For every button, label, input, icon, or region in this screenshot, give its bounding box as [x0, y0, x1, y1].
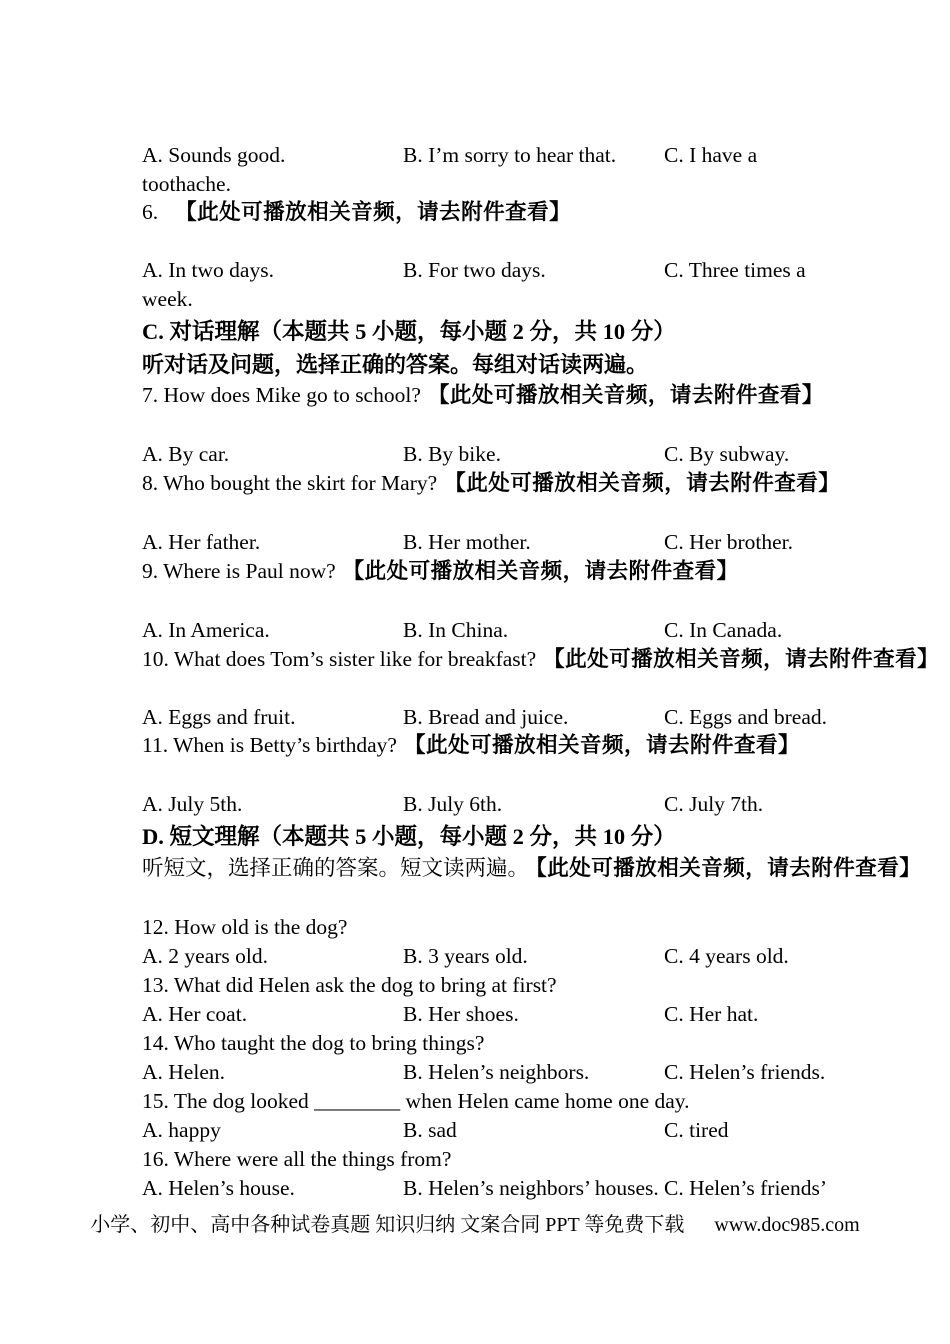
- audio-placeholder: 【此处可播放相关音频，请去附件查看】: [175, 200, 572, 224]
- question-text: 7. How does Mike go to school?: [142, 383, 421, 407]
- option-b: B. For two days.: [403, 258, 546, 282]
- question-text: 12. How old is the dog?: [142, 915, 348, 939]
- question-10: [142, 645, 940, 674]
- option-a: A. In America.: [142, 618, 270, 642]
- question-text: 8. Who bought the skirt for Mary?: [142, 471, 438, 495]
- audio-placeholder: 【此处可播放相关音频，请去附件查看】: [536, 856, 922, 880]
- option-c: C. Her brother.: [664, 530, 793, 554]
- option-c: C. Eggs and bread.: [664, 705, 828, 729]
- option-a: A. Her father.: [142, 530, 261, 554]
- option-a: A. Eggs and fruit.: [142, 705, 296, 729]
- question-9: [142, 557, 832, 586]
- question-12-options-row: [142, 942, 832, 971]
- option-b: B. Her shoes.: [403, 1002, 519, 1026]
- option-a: A. In two days.: [142, 258, 274, 282]
- question-8: [142, 469, 841, 498]
- option-c: C. In Canada.: [664, 618, 783, 642]
- option-c: C. Helen’s friends’: [664, 1176, 828, 1200]
- question-6-option-c-continuation: [142, 285, 832, 314]
- option-b: B. Helen’s neighbors’ houses.: [403, 1176, 659, 1200]
- option-b: B. Bread and juice.: [403, 705, 569, 729]
- question-text: 13. What did Helen ask the dog to bring at first?: [142, 973, 557, 997]
- question-16-options-row: [142, 1174, 832, 1203]
- question-text: 11. When is Betty’s birthday?: [142, 733, 397, 757]
- option-b: B. Her mother.: [403, 530, 531, 554]
- option-c: C. Her hat.: [664, 1002, 759, 1026]
- section-d-instruction: [142, 854, 922, 883]
- question-14: [142, 1029, 832, 1058]
- option-c: C. July 7th.: [664, 792, 764, 816]
- audio-placeholder: 【此处可播放相关音频，请去附件查看】: [342, 559, 739, 583]
- question-6-audio-row: [142, 198, 832, 227]
- question-text: 10. What does Tom’s sister like for breakfast?: [142, 647, 537, 671]
- question-5-option-c-continuation: [142, 170, 832, 199]
- option-b: B. Helen’s neighbors.: [403, 1060, 590, 1084]
- section-c-heading: C. 对话理解（本题共 5 小题，每小题 2 分，共 10 分）: [142, 319, 676, 344]
- section-d-heading: D. 短文理解（本题共 5 小题，每小题 2 分，共 10 分）: [142, 824, 676, 849]
- option-a: A. July 5th.: [142, 792, 243, 816]
- option-c: C. Helen’s friends.: [664, 1060, 826, 1084]
- option-b: B. sad: [403, 1118, 457, 1142]
- question-11-options-row: [142, 790, 832, 819]
- question-text: 14. Who taught the dog to bring things?: [142, 1031, 485, 1055]
- audio-placeholder: 【此处可播放相关音频，请去附件查看】: [444, 471, 841, 495]
- option-a: A. Her coat.: [142, 1002, 248, 1026]
- option-a: A. Sounds good.: [142, 143, 286, 167]
- question-7-options-row: [142, 440, 832, 469]
- option-c: C. Three times a: [664, 258, 806, 282]
- option-c: C. By subway.: [664, 442, 790, 466]
- option-c: C. tired: [664, 1118, 729, 1142]
- question-10-options-row: [142, 703, 832, 732]
- question-13-options-row: [142, 1000, 832, 1029]
- option-a: A. happy: [142, 1118, 221, 1142]
- question-14-options-row: [142, 1058, 832, 1087]
- option-a: A. Helen’s house.: [142, 1176, 295, 1200]
- footer-download-text: 小学、初中、高中各种试卷真题 知识归纳 文案合同 PPT 等免费下载: [90, 1214, 685, 1236]
- question-16: [142, 1145, 832, 1174]
- audio-placeholder: 【此处可播放相关音频，请去附件查看】: [543, 647, 940, 671]
- question-text: 15. The dog looked ________ when Helen came home one day.: [142, 1089, 690, 1113]
- option-b: B. By bike.: [403, 442, 501, 466]
- option-b: B. 3 years old.: [403, 944, 528, 968]
- section-c-instruction: 听对话及问题，选择正确的答案。每组对话读两遍。: [142, 352, 649, 377]
- footer-site-url: www.doc985.com: [714, 1214, 860, 1236]
- option-b: B. In China.: [403, 618, 509, 642]
- question-text: 16. Where were all the things from?: [142, 1147, 452, 1171]
- question-number: 6.: [142, 200, 159, 224]
- question-9-options-row: [142, 616, 832, 645]
- question-5-options-row: [142, 141, 832, 170]
- option-c: C. 4 years old.: [664, 944, 789, 968]
- question-8-options-row: [142, 528, 832, 557]
- question-11: [142, 731, 832, 760]
- page-footer: [0, 1211, 950, 1240]
- option-b: B. July 6th.: [403, 792, 503, 816]
- audio-placeholder: 【此处可播放相关音频，请去附件查看】: [403, 733, 800, 757]
- option-c-wrap-text: week.: [142, 287, 193, 311]
- question-13: [142, 971, 832, 1000]
- question-15: [142, 1087, 832, 1116]
- question-text: 9. Where is Paul now?: [142, 559, 336, 583]
- question-7: [142, 381, 832, 410]
- option-a: A. By car.: [142, 442, 230, 466]
- question-15-options-row: [142, 1116, 832, 1145]
- question-6-options-row: [142, 256, 832, 285]
- question-12: [142, 913, 832, 942]
- option-a: A. 2 years old.: [142, 944, 268, 968]
- option-c: C. I have a: [664, 143, 758, 167]
- option-c-wrap-text: toothache.: [142, 172, 231, 196]
- option-a: A. Helen.: [142, 1060, 225, 1084]
- audio-placeholder: 【此处可播放相关音频，请去附件查看】: [427, 383, 824, 407]
- instruction-text: 听短文，选择正确的答案。短文读两遍。: [142, 856, 530, 880]
- option-b: B. I’m sorry to hear that.: [403, 143, 617, 167]
